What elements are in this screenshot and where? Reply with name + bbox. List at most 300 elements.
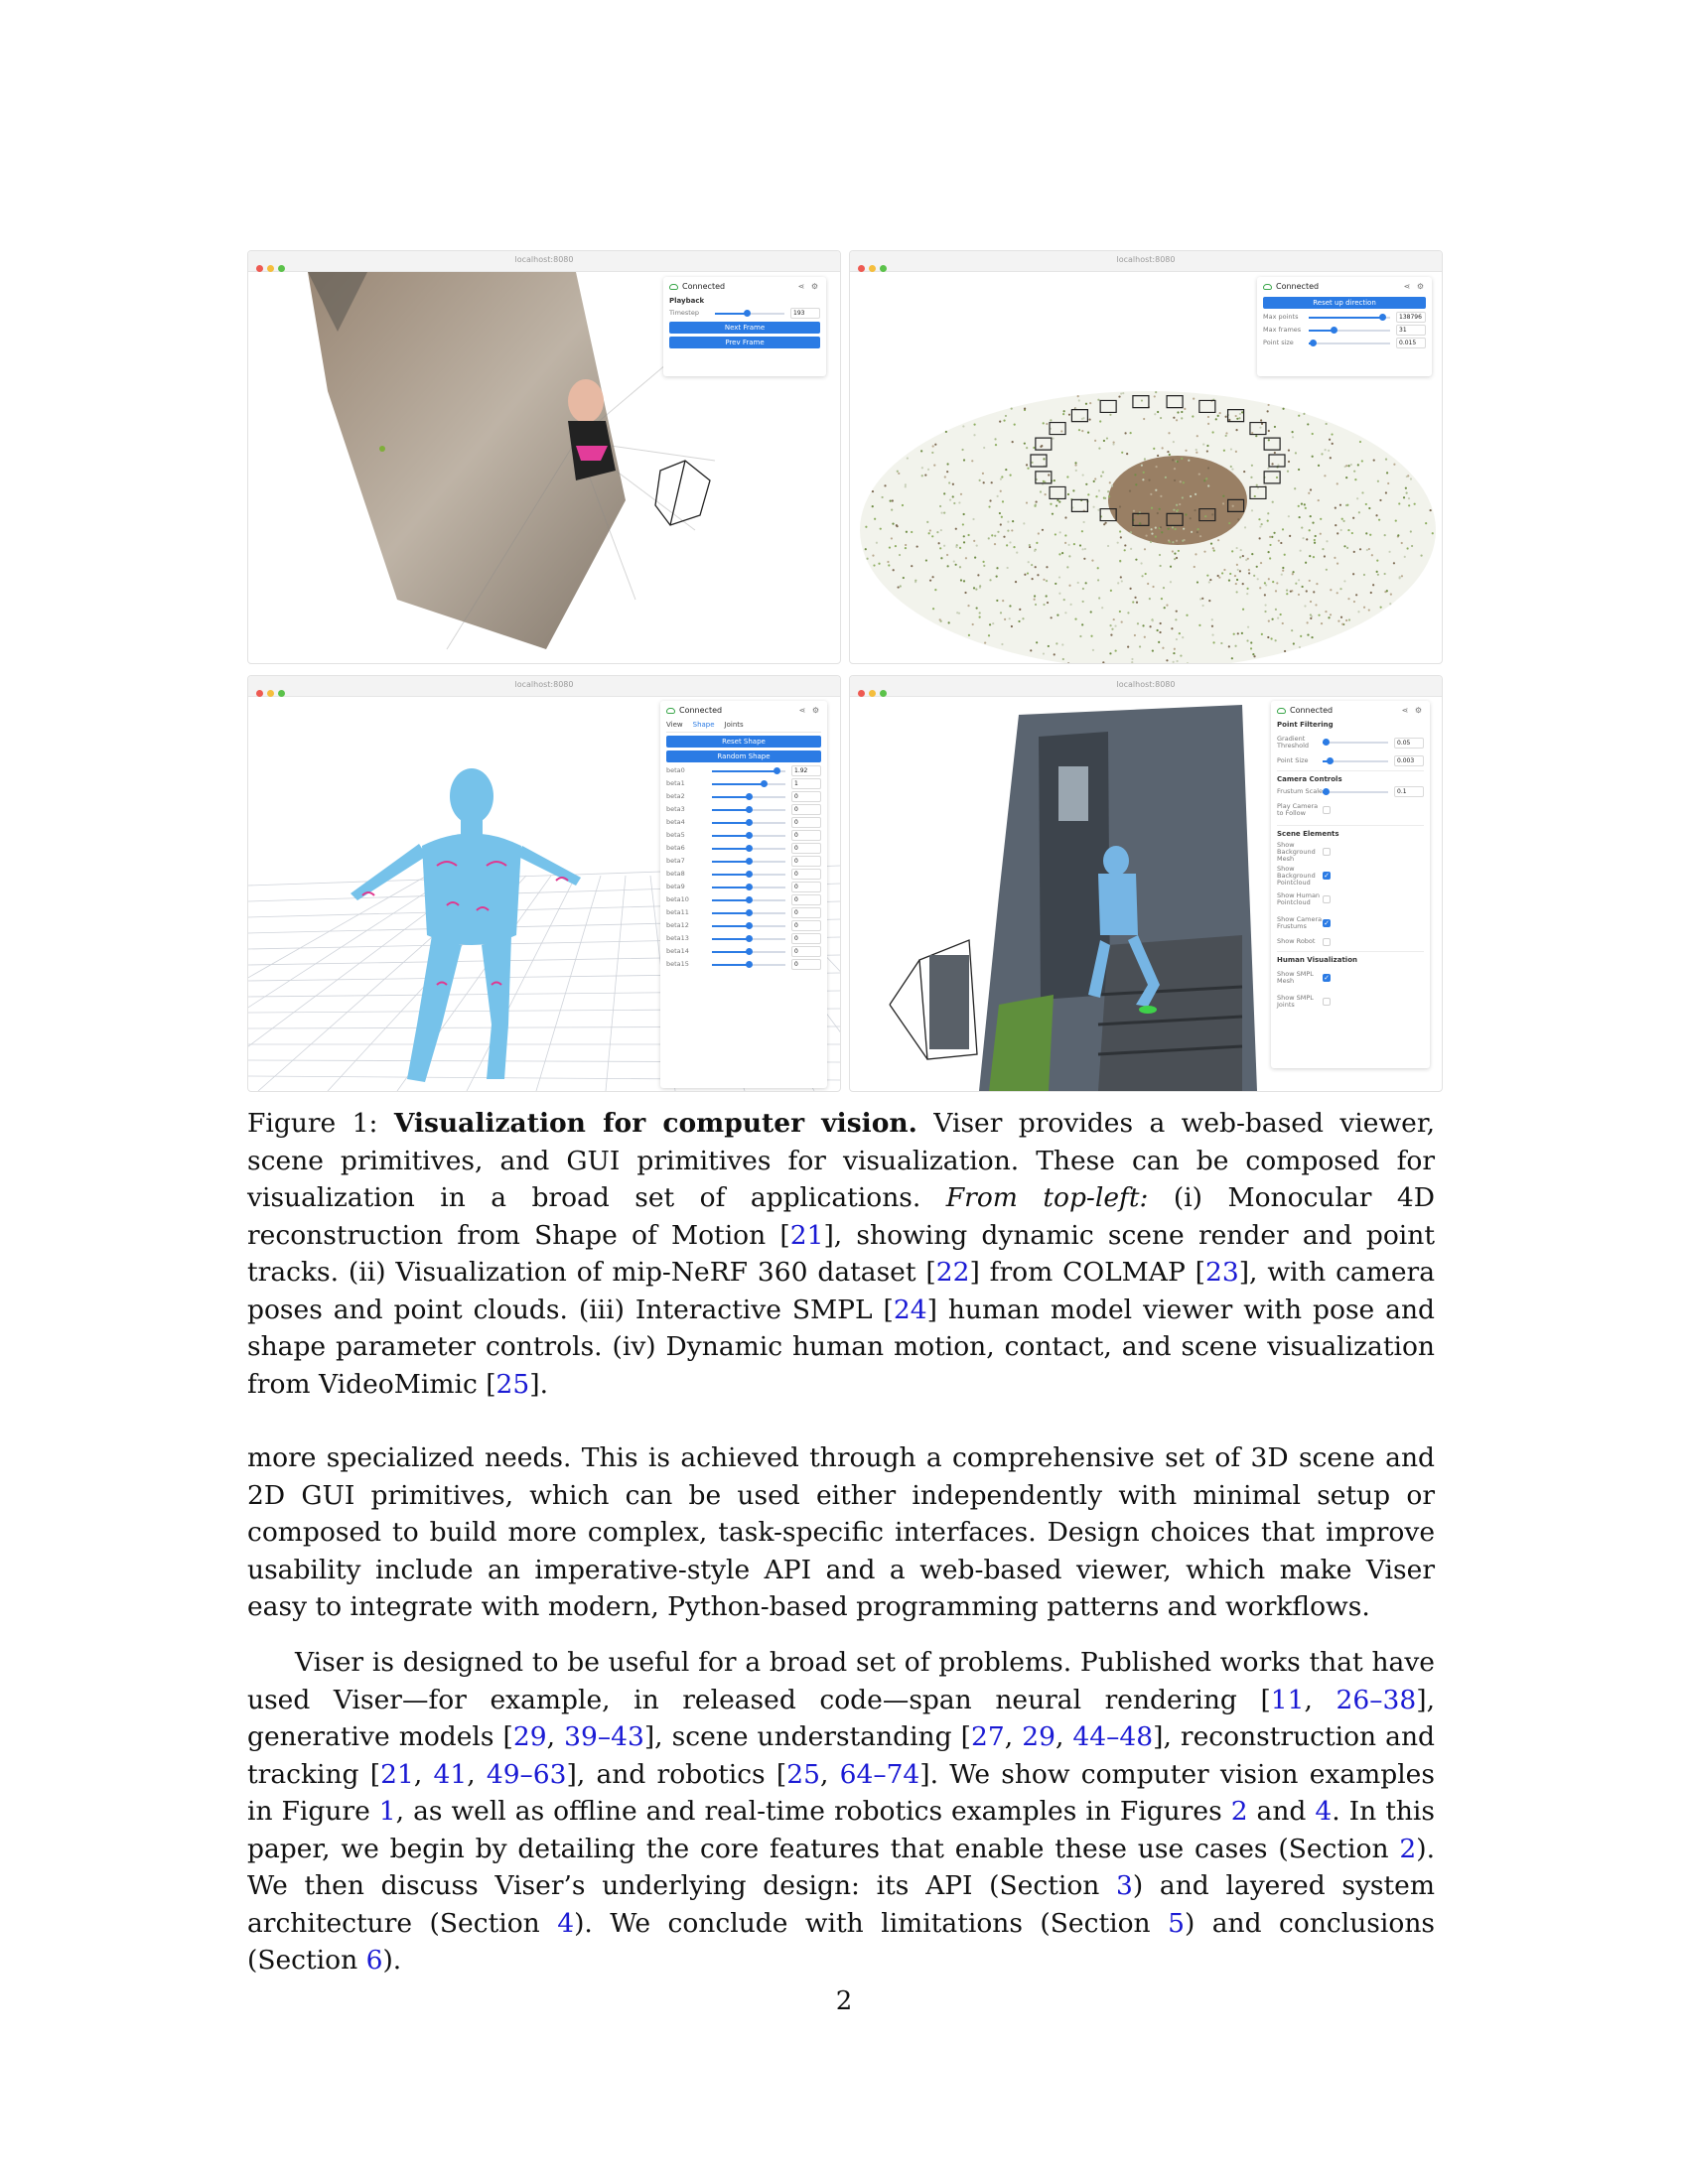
citation-link[interactable]: 22 — [935, 1257, 970, 1288]
point-cloud-point — [1236, 547, 1238, 549]
point-cloud-point — [1206, 450, 1208, 452]
slider-fill — [712, 848, 749, 850]
point-cloud-point — [1029, 546, 1031, 548]
beta-slider[interactable] — [712, 874, 785, 876]
slider-knob[interactable] — [1323, 739, 1330, 746]
share-settings-icon[interactable]: ⋖ ⚙ — [1403, 282, 1426, 291]
point-size-slider[interactable] — [1309, 342, 1390, 344]
show-background-mesh-label: Show Background Mesh — [1277, 840, 1316, 863]
point-cloud-point — [999, 512, 1001, 514]
beta-slider[interactable] — [712, 861, 785, 863]
folder-playback[interactable]: Playback — [669, 297, 705, 305]
slider-knob[interactable] — [746, 961, 753, 968]
point-cloud-point — [1132, 601, 1134, 603]
point-cloud-point — [1205, 478, 1207, 479]
beta-slider[interactable] — [712, 822, 785, 824]
point-cloud-point — [968, 634, 970, 636]
beta-slider[interactable] — [712, 835, 785, 837]
point-cloud-point — [939, 547, 941, 549]
point-cloud-point — [1149, 598, 1151, 600]
point-cloud-point — [1190, 495, 1192, 497]
point-cloud-point — [1280, 614, 1282, 615]
point-cloud-point — [1212, 641, 1214, 643]
citation-link[interactable]: 41 — [433, 1758, 468, 1790]
point-cloud-point — [1217, 575, 1219, 577]
random-shape-button[interactable]: Random Shape — [666, 751, 821, 762]
point-cloud-point — [1221, 572, 1223, 574]
point-cloud-point — [1139, 645, 1141, 647]
citation-link[interactable]: 21 — [789, 1219, 824, 1251]
point-size-input[interactable]: 0.015 — [1396, 338, 1426, 348]
point-cloud-point — [1036, 500, 1038, 502]
beta-input[interactable]: 0 — [791, 830, 821, 841]
point-cloud-point — [872, 555, 874, 557]
beta-slider[interactable] — [712, 951, 785, 953]
beta-label: beta4 — [666, 818, 685, 826]
citation-link[interactable]: 39–43 — [564, 1721, 644, 1752]
point-cloud-point — [983, 565, 985, 567]
point-cloud-point — [1370, 592, 1372, 594]
point-cloud-point — [1162, 447, 1164, 449]
point-cloud-point — [1276, 582, 1278, 584]
point-cloud-point — [1235, 451, 1237, 453]
beta-input[interactable]: 0 — [791, 946, 821, 957]
point-cloud-point — [1341, 623, 1343, 625]
point-cloud-point — [1347, 529, 1349, 531]
section-link[interactable]: 4 — [557, 1907, 575, 1939]
citation-link[interactable]: 44–48 — [1072, 1721, 1154, 1752]
point-cloud-point — [1079, 544, 1081, 546]
point-cloud-point — [1026, 464, 1028, 466]
point-cloud-point — [1345, 619, 1347, 621]
point-cloud-point — [1120, 536, 1122, 538]
citation-link[interactable]: 64–74 — [839, 1758, 920, 1790]
point-cloud-point — [1233, 633, 1235, 635]
point-cloud-point — [1054, 479, 1055, 481]
slider-fill — [1309, 317, 1382, 319]
point-cloud-point — [1231, 468, 1233, 470]
point-cloud-point — [1341, 518, 1343, 520]
point-cloud-point — [1287, 471, 1289, 473]
folder-point-filtering[interactable]: Point Filtering — [1277, 721, 1334, 729]
point-cloud-point — [1244, 526, 1246, 528]
show-background-pointcloud-checkbox[interactable]: ✓ — [1324, 872, 1330, 880]
point-cloud-point — [1066, 566, 1068, 568]
beta-slider[interactable] — [712, 796, 785, 798]
point-cloud-point — [1032, 578, 1034, 580]
point-cloud-point — [1223, 569, 1225, 571]
folder-camera-controls[interactable]: Camera Controls — [1277, 775, 1342, 783]
prev-frame-button[interactable]: Prev Frame — [669, 337, 820, 348]
point-cloud-point — [1273, 532, 1275, 534]
point-cloud-point — [997, 495, 999, 497]
point-cloud-point — [1196, 449, 1197, 451]
show-robot-checkbox[interactable] — [1323, 938, 1331, 946]
show-smpl-joints-checkbox[interactable] — [1323, 998, 1331, 1006]
paragraph-text: ). We then discuss Viser’s underlying design: its API (Section — [247, 1833, 1435, 1901]
slider-knob[interactable] — [746, 845, 753, 852]
point-cloud-point — [1328, 450, 1330, 452]
max-frames-input[interactable]: 31 — [1396, 325, 1426, 336]
citation-link[interactable]: 11 — [1270, 1684, 1305, 1715]
slider-knob[interactable] — [746, 909, 753, 916]
point-cloud-point — [1339, 588, 1341, 590]
show-camera-frustums-label: Show Camera Frustums — [1277, 915, 1323, 930]
beta-input[interactable]: 0 — [791, 933, 821, 944]
beta-row — [666, 791, 821, 802]
frustum-scale-slider[interactable] — [1323, 791, 1388, 793]
point-cloud-point — [1063, 410, 1065, 412]
point-cloud-point — [1054, 653, 1055, 655]
beta-row — [666, 933, 821, 944]
point-cloud-point — [1181, 411, 1183, 413]
point-cloud-point — [1040, 490, 1042, 492]
point-cloud-point — [1353, 551, 1355, 553]
point-cloud-point — [1000, 490, 1002, 492]
citation-link[interactable]: 26–38 — [1336, 1684, 1417, 1715]
caption-text: (i) Monocular 4D reconstruction from Shape of Motion [ — [247, 1182, 1435, 1251]
frustum-scale-input[interactable]: 0.1 — [1394, 786, 1424, 797]
max-points-input[interactable]: 138796 — [1396, 312, 1426, 323]
point-cloud-point — [1275, 590, 1277, 592]
point-cloud-point — [1259, 525, 1261, 527]
point-cloud-point — [1260, 562, 1262, 564]
beta-input[interactable]: 0 — [791, 959, 821, 970]
slider-knob[interactable] — [746, 871, 753, 878]
point-cloud-point — [1213, 550, 1215, 552]
point-cloud-point — [1003, 420, 1005, 422]
beta-input[interactable]: 0 — [791, 869, 821, 880]
point-cloud-point — [1313, 591, 1315, 593]
point-cloud-point — [1178, 550, 1180, 552]
point-cloud-point — [1011, 625, 1013, 627]
point-size-label: Point size — [1263, 339, 1294, 346]
figure-link[interactable]: 2 — [1230, 1796, 1248, 1827]
point-cloud-point — [1312, 456, 1314, 458]
point-cloud-point — [1234, 645, 1236, 647]
beta-input[interactable]: 0 — [791, 907, 821, 918]
slider-knob[interactable] — [746, 858, 753, 865]
beta-input[interactable]: 0 — [791, 856, 821, 867]
point-cloud-point — [1230, 466, 1232, 468]
slider-knob[interactable] — [746, 935, 753, 942]
point-cloud-point — [1222, 502, 1224, 504]
point-cloud-point — [1388, 551, 1390, 553]
point-cloud-point — [1208, 581, 1210, 583]
timestep-input[interactable]: 193 — [790, 308, 820, 319]
tab-joints[interactable]: Joints — [724, 721, 744, 729]
point-cloud-point — [1083, 521, 1085, 523]
point-cloud-point — [1336, 563, 1338, 565]
point-cloud-point — [1182, 496, 1184, 498]
citation-link[interactable]: 25 — [786, 1758, 820, 1790]
point-cloud-point — [1090, 635, 1092, 637]
beta-row — [666, 856, 821, 867]
point-cloud-point — [1393, 464, 1395, 466]
beta-slider[interactable] — [712, 964, 785, 966]
point-cloud-point — [962, 425, 964, 427]
point-cloud-point — [1274, 426, 1276, 428]
point-cloud-point — [1097, 509, 1099, 511]
slider-knob[interactable] — [1331, 327, 1337, 334]
point-cloud-point — [963, 580, 965, 582]
point-cloud-point — [1241, 632, 1243, 634]
point-cloud-point — [1119, 611, 1121, 613]
section-link[interactable]: 5 — [1168, 1907, 1185, 1939]
point-cloud-point — [1310, 601, 1312, 603]
point-cloud-point — [1063, 599, 1065, 601]
point-cloud-point — [996, 600, 998, 602]
point-cloud-point — [1012, 520, 1014, 522]
point-cloud-point — [1007, 520, 1009, 522]
point-cloud-point — [1111, 628, 1113, 630]
point-cloud-point — [1267, 551, 1269, 553]
share-settings-icon[interactable]: ⋖ ⚙ — [798, 706, 821, 715]
slider-knob[interactable] — [1323, 788, 1330, 795]
point-cloud-point — [1174, 479, 1176, 481]
beta-slider[interactable] — [712, 925, 785, 927]
point-cloud-point — [1014, 424, 1016, 426]
max-frames-slider[interactable] — [1309, 330, 1390, 332]
point-cloud-point — [1152, 619, 1154, 621]
point-cloud-point — [907, 457, 909, 459]
paragraph-text: ). — [382, 1945, 402, 1976]
point-cloud-point — [1098, 489, 1100, 491]
beta-slider[interactable] — [712, 770, 785, 772]
point-cloud-point — [1254, 495, 1256, 497]
point-cloud-point — [1082, 588, 1084, 590]
reset-up-direction-button[interactable]: Reset up direction — [1263, 297, 1426, 309]
point-cloud-point — [1180, 654, 1182, 656]
point-cloud-point — [1166, 604, 1168, 606]
section-link[interactable]: 6 — [365, 1945, 383, 1976]
point-cloud-point — [1196, 531, 1198, 533]
point-cloud-point — [1246, 588, 1248, 590]
beta-slider[interactable] — [712, 783, 785, 785]
point-cloud-point — [1056, 614, 1058, 616]
next-frame-button[interactable]: Next Frame — [669, 322, 820, 334]
point-cloud-point — [1195, 493, 1196, 495]
point-cloud-point — [1372, 584, 1374, 586]
point-cloud-point — [1246, 639, 1248, 641]
citation-link[interactable]: 23 — [1204, 1257, 1239, 1288]
point-cloud-point — [1298, 579, 1300, 581]
slider-knob[interactable] — [746, 884, 753, 890]
max-points-slider[interactable] — [1309, 317, 1390, 319]
point-cloud-point — [1356, 497, 1358, 499]
tab-view[interactable]: View — [666, 721, 683, 729]
point-cloud-point — [1340, 529, 1342, 531]
section-link[interactable]: 2 — [1399, 1833, 1417, 1864]
point-cloud-point — [1385, 491, 1387, 493]
point-cloud-point — [1097, 399, 1099, 401]
point-cloud-point — [1027, 468, 1029, 470]
point-cloud-point — [1034, 595, 1036, 597]
gradient-threshold-slider[interactable] — [1323, 742, 1388, 744]
beta-row — [666, 882, 821, 892]
slider-knob[interactable] — [774, 767, 780, 774]
point-cloud-point — [1260, 419, 1262, 421]
point-cloud-point — [1151, 533, 1153, 535]
point-cloud-point — [1181, 458, 1183, 460]
point-cloud-point — [1336, 532, 1338, 534]
show-human-pointcloud-checkbox[interactable] — [1323, 895, 1331, 903]
point-cloud-point — [1135, 559, 1137, 561]
slider-knob[interactable] — [761, 780, 768, 787]
point-cloud-point — [1275, 639, 1277, 641]
figure-link[interactable]: 1 — [378, 1796, 396, 1827]
citation-link[interactable]: 24 — [893, 1294, 927, 1325]
caption-text: Viser provides a web-based viewer, scene primitives, and GUI primitives for visualization. These can be composed for visualization in a broad set of applications. — [247, 1108, 1435, 1213]
point-cloud-point — [1036, 542, 1038, 544]
point-cloud-point — [1098, 448, 1100, 450]
beta-input[interactable]: 0 — [791, 843, 821, 854]
figure-link[interactable]: 4 — [1315, 1796, 1333, 1827]
point-cloud-point — [1074, 464, 1076, 466]
show-smpl-mesh-checkbox[interactable]: ✓ — [1324, 974, 1330, 982]
point-cloud-point — [1272, 501, 1274, 503]
point-size-slider[interactable] — [1323, 760, 1388, 762]
point-cloud-point — [1013, 546, 1015, 548]
point-cloud-point — [1304, 605, 1306, 607]
url-bar: localhost:8080 — [1116, 255, 1176, 264]
point-cloud-point — [948, 621, 950, 623]
show-camera-frustums-checkbox[interactable]: ✓ — [1324, 919, 1330, 927]
point-cloud-point — [1215, 418, 1217, 420]
slider-knob[interactable] — [746, 806, 753, 813]
point-cloud-point — [1387, 482, 1389, 484]
slider-knob[interactable] — [744, 310, 751, 317]
point-cloud-point — [1211, 513, 1213, 515]
point-cloud-point — [1137, 622, 1139, 624]
point-cloud-point — [1275, 609, 1277, 611]
point-cloud-point — [1055, 583, 1056, 585]
point-cloud-point — [1298, 505, 1300, 507]
folder-scene-elements[interactable]: Scene Elements — [1277, 830, 1339, 838]
beta-input[interactable]: 0 — [791, 894, 821, 905]
slider-knob[interactable] — [746, 922, 753, 929]
point-cloud-point — [1347, 598, 1349, 600]
divider — [1277, 951, 1424, 952]
point-cloud-point — [1114, 624, 1116, 626]
beta-input[interactable]: 1 — [791, 778, 821, 789]
slider-knob[interactable] — [746, 948, 753, 955]
point-cloud-point — [973, 434, 975, 436]
timestep-slider[interactable] — [715, 313, 784, 315]
point-cloud-point — [1176, 611, 1178, 613]
point-cloud-point — [1384, 534, 1386, 536]
cloud-icon — [666, 708, 675, 714]
point-cloud-point — [1097, 567, 1099, 569]
citation-link[interactable]: 21 — [380, 1758, 414, 1790]
slider-knob[interactable] — [746, 832, 753, 839]
point-cloud-point — [988, 634, 990, 636]
beta-slider[interactable] — [712, 809, 785, 811]
point-cloud-point — [953, 502, 955, 504]
point-cloud-point — [961, 449, 963, 451]
beta-row — [666, 830, 821, 841]
point-cloud-point — [1288, 515, 1290, 517]
point-cloud-point — [953, 560, 955, 562]
cloud-icon — [1263, 284, 1272, 290]
point-cloud-point — [1325, 611, 1327, 613]
beta-input[interactable]: 0 — [791, 791, 821, 802]
citation-link[interactable]: 25 — [495, 1368, 530, 1400]
citation-link[interactable]: 27 — [970, 1721, 1005, 1752]
section-link[interactable]: 3 — [1116, 1870, 1133, 1901]
divider — [1277, 770, 1424, 771]
beta-input[interactable]: 0 — [791, 920, 821, 931]
point-cloud-point — [905, 485, 907, 487]
beta-slider[interactable] — [712, 938, 785, 940]
slider-knob[interactable] — [746, 819, 753, 826]
beta-input[interactable]: 0 — [791, 882, 821, 892]
beta-slider[interactable] — [712, 912, 785, 914]
point-cloud-point — [1328, 616, 1330, 618]
tab-shape[interactable]: Shape — [692, 721, 715, 729]
point-cloud-point — [1064, 612, 1066, 614]
play-camera-checkbox[interactable] — [1323, 806, 1331, 814]
point-cloud-point — [1330, 614, 1332, 615]
point-cloud-point — [1336, 592, 1338, 594]
beta-input[interactable]: 1.92 — [791, 765, 821, 776]
point-cloud-point — [1256, 484, 1258, 486]
beta-slider[interactable] — [712, 887, 785, 888]
share-settings-icon[interactable]: ⋖ ⚙ — [1401, 706, 1424, 715]
caption-text: ]. — [529, 1368, 549, 1400]
point-cloud-point — [1101, 607, 1103, 609]
show-background-mesh-checkbox[interactable] — [1323, 848, 1331, 856]
point-cloud-point — [959, 566, 961, 568]
reset-shape-button[interactable]: Reset Shape — [666, 736, 821, 748]
point-cloud-point — [1001, 476, 1003, 478]
point-cloud-point — [1282, 570, 1284, 572]
point-cloud-point — [1398, 502, 1400, 504]
point-cloud-point — [1310, 614, 1312, 615]
point-cloud-point — [1293, 642, 1295, 644]
beta-slider[interactable] — [712, 899, 785, 901]
beta-row — [666, 869, 821, 880]
point-cloud-point — [1311, 636, 1313, 638]
gradient-threshold-input[interactable]: 0.05 — [1394, 738, 1424, 749]
point-cloud-point — [1121, 452, 1123, 454]
slider-knob[interactable] — [1310, 340, 1317, 346]
citation-link[interactable]: 29 — [512, 1721, 547, 1752]
citation-link[interactable]: 49–63 — [486, 1758, 567, 1790]
slider-knob[interactable] — [1327, 757, 1334, 764]
slider-knob[interactable] — [746, 793, 753, 800]
point-size-input[interactable]: 0.003 — [1394, 755, 1424, 766]
slider-knob[interactable] — [746, 896, 753, 903]
point-cloud-point — [1240, 549, 1242, 551]
point-cloud-point — [1238, 417, 1240, 419]
beta-label: beta8 — [666, 870, 685, 878]
beta-input[interactable]: 0 — [791, 817, 821, 828]
point-cloud-point — [1004, 618, 1006, 620]
share-settings-icon[interactable]: ⋖ ⚙ — [797, 282, 820, 291]
point-cloud-point — [1119, 560, 1121, 562]
citation-link[interactable]: 29 — [1022, 1721, 1055, 1752]
point-cloud-point — [1168, 432, 1170, 434]
beta-input[interactable]: 0 — [791, 804, 821, 815]
point-cloud-point — [1181, 417, 1183, 419]
beta-slider[interactable] — [712, 848, 785, 850]
slider-knob[interactable] — [1379, 314, 1386, 321]
point-cloud-point — [1081, 623, 1083, 625]
slider-fill — [712, 874, 749, 876]
folder-human-visualization[interactable]: Human Visualization — [1277, 956, 1357, 964]
point-cloud-point — [984, 641, 986, 643]
